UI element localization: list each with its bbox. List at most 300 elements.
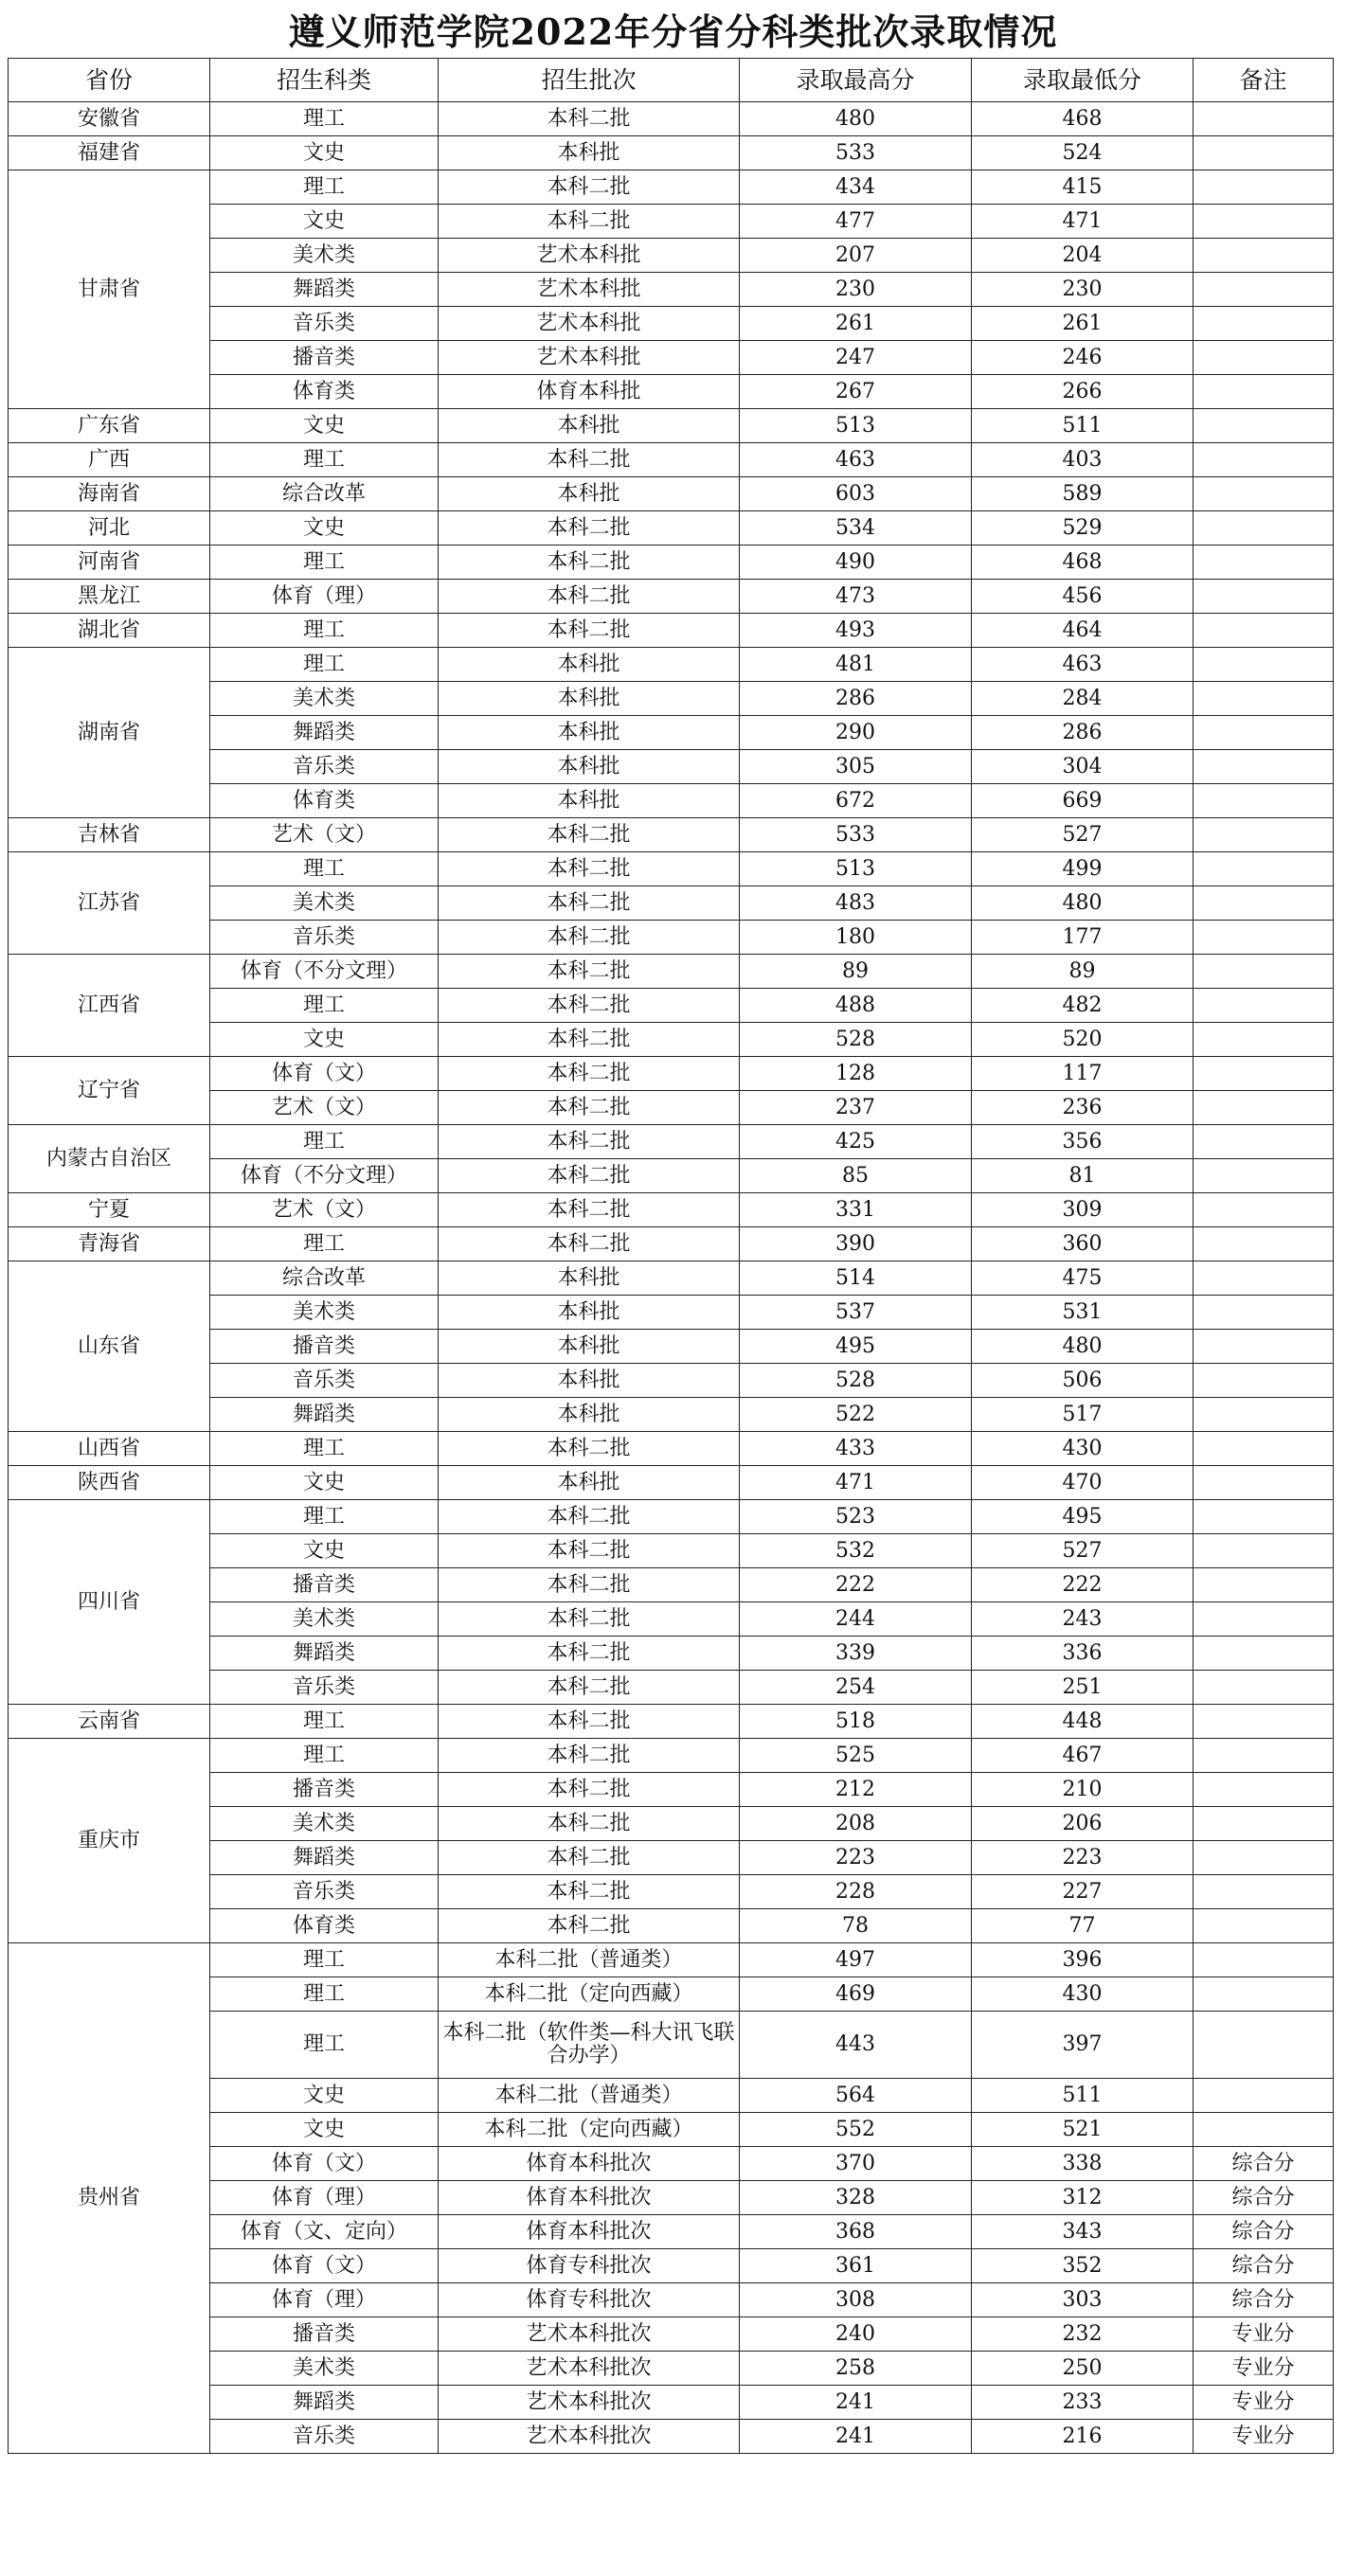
batch-cell: 体育本科批次 bbox=[439, 2147, 740, 2181]
category-cell: 体育（理） bbox=[210, 2283, 439, 2317]
table-row bbox=[9, 818, 1334, 852]
category-cell: 理工 bbox=[210, 2012, 439, 2079]
header-province: 省份 bbox=[9, 59, 210, 102]
remark-cell bbox=[1193, 375, 1334, 409]
page-title: 遵义师范学院2022年分省分科类批次录取情况 bbox=[288, 10, 1058, 53]
min-score-cell: 511 bbox=[972, 2079, 1193, 2113]
max-score-cell: 208 bbox=[740, 1807, 972, 1841]
admission-table-container bbox=[8, 58, 1333, 2454]
max-score-cell: 564 bbox=[740, 2079, 972, 2113]
province-cell: 甘肃省 bbox=[9, 170, 210, 409]
remark-cell bbox=[1193, 102, 1334, 136]
category-cell: 文史 bbox=[210, 2079, 439, 2113]
max-score-cell: 490 bbox=[740, 546, 972, 580]
max-score-cell: 525 bbox=[740, 1739, 972, 1773]
header-category: 招生科类 bbox=[210, 59, 439, 102]
category-cell: 文史 bbox=[210, 136, 439, 170]
batch-cell: 体育本科批 bbox=[439, 375, 740, 409]
category-cell: 美术类 bbox=[210, 1296, 439, 1330]
table-row bbox=[9, 1261, 1334, 1296]
min-score-cell: 206 bbox=[972, 1807, 1193, 1841]
remark-cell bbox=[1193, 886, 1334, 921]
batch-cell: 本科二批 bbox=[439, 1125, 740, 1159]
max-score-cell: 552 bbox=[740, 2113, 972, 2147]
max-score-cell: 528 bbox=[740, 1364, 972, 1398]
category-cell: 文史 bbox=[210, 2113, 439, 2147]
min-score-cell: 312 bbox=[972, 2181, 1193, 2215]
remark-cell bbox=[1193, 2079, 1334, 2113]
category-cell: 文史 bbox=[210, 409, 439, 443]
min-score-cell: 467 bbox=[972, 1739, 1193, 1773]
category-cell: 理工 bbox=[210, 102, 439, 136]
batch-cell: 本科二批 bbox=[439, 1432, 740, 1466]
remark-cell: 专业分 bbox=[1193, 2386, 1334, 2420]
min-score-cell: 227 bbox=[972, 1875, 1193, 1909]
min-score-cell: 356 bbox=[972, 1125, 1193, 1159]
batch-cell: 本科二批 bbox=[439, 955, 740, 989]
table-row bbox=[9, 1943, 1334, 1977]
batch-cell: 本科二批（定向西藏） bbox=[439, 2113, 740, 2147]
min-score-cell: 448 bbox=[972, 1705, 1193, 1739]
min-score-cell: 403 bbox=[972, 443, 1193, 477]
batch-cell: 本科二批 bbox=[439, 1909, 740, 1943]
category-cell: 音乐类 bbox=[210, 1671, 439, 1705]
max-score-cell: 488 bbox=[740, 989, 972, 1023]
min-score-cell: 343 bbox=[972, 2215, 1193, 2249]
province-cell: 河南省 bbox=[9, 546, 210, 580]
category-cell: 理工 bbox=[210, 1432, 439, 1466]
category-cell: 文史 bbox=[210, 1534, 439, 1568]
category-cell: 理工 bbox=[210, 1227, 439, 1261]
table-row bbox=[9, 648, 1334, 682]
batch-cell: 艺术本科批次 bbox=[439, 2420, 740, 2454]
remark-cell bbox=[1193, 1227, 1334, 1261]
batch-cell: 艺术本科批次 bbox=[439, 2352, 740, 2386]
category-cell: 理工 bbox=[210, 1500, 439, 1534]
max-score-cell: 89 bbox=[740, 955, 972, 989]
min-score-cell: 470 bbox=[972, 1466, 1193, 1500]
max-score-cell: 534 bbox=[740, 511, 972, 546]
min-score-cell: 397 bbox=[972, 2012, 1193, 2079]
table-row bbox=[9, 1227, 1334, 1261]
remark-cell bbox=[1193, 136, 1334, 170]
remark-cell bbox=[1193, 1432, 1334, 1466]
min-score-cell: 521 bbox=[972, 2113, 1193, 2147]
remark-cell bbox=[1193, 1807, 1334, 1841]
remark-cell bbox=[1193, 1091, 1334, 1125]
batch-cell: 本科二批 bbox=[439, 1841, 740, 1875]
remark-cell bbox=[1193, 1125, 1334, 1159]
min-score-cell: 284 bbox=[972, 682, 1193, 716]
category-cell: 音乐类 bbox=[210, 307, 439, 341]
min-score-cell: 230 bbox=[972, 273, 1193, 307]
category-cell: 舞蹈类 bbox=[210, 1841, 439, 1875]
table-body bbox=[9, 102, 1334, 2454]
max-score-cell: 207 bbox=[740, 239, 972, 273]
max-score-cell: 85 bbox=[740, 1159, 972, 1193]
category-cell: 美术类 bbox=[210, 1602, 439, 1637]
province-cell: 湖北省 bbox=[9, 614, 210, 648]
category-cell: 体育类 bbox=[210, 1909, 439, 1943]
batch-cell: 本科二批 bbox=[439, 886, 740, 921]
max-score-cell: 241 bbox=[740, 2386, 972, 2420]
min-score-cell: 251 bbox=[972, 1671, 1193, 1705]
remark-cell bbox=[1193, 989, 1334, 1023]
min-score-cell: 222 bbox=[972, 1568, 1193, 1602]
max-score-cell: 497 bbox=[740, 1943, 972, 1977]
batch-cell: 本科二批 bbox=[439, 511, 740, 546]
min-score-cell: 468 bbox=[972, 102, 1193, 136]
max-score-cell: 463 bbox=[740, 443, 972, 477]
max-score-cell: 425 bbox=[740, 1125, 972, 1159]
batch-cell: 本科二批 bbox=[439, 1091, 740, 1125]
category-cell: 理工 bbox=[210, 614, 439, 648]
batch-cell: 本科二批 bbox=[439, 1773, 740, 1807]
batch-cell: 本科二批（软件类—科大讯飞联合办学） bbox=[439, 2012, 740, 2079]
remark-cell bbox=[1193, 443, 1334, 477]
min-score-cell: 464 bbox=[972, 614, 1193, 648]
batch-cell: 本科二批 bbox=[439, 1637, 740, 1671]
province-cell: 福建省 bbox=[9, 136, 210, 170]
min-score-cell: 338 bbox=[972, 2147, 1193, 2181]
province-cell: 宁夏 bbox=[9, 1193, 210, 1227]
remark-cell bbox=[1193, 784, 1334, 818]
category-cell: 综合改革 bbox=[210, 1261, 439, 1296]
min-score-cell: 529 bbox=[972, 511, 1193, 546]
category-cell: 美术类 bbox=[210, 682, 439, 716]
min-score-cell: 506 bbox=[972, 1364, 1193, 1398]
batch-cell: 本科二批 bbox=[439, 1807, 740, 1841]
province-cell: 江西省 bbox=[9, 955, 210, 1057]
batch-cell: 本科二批（普通类） bbox=[439, 2079, 740, 2113]
max-score-cell: 331 bbox=[740, 1193, 972, 1227]
category-cell: 体育类 bbox=[210, 784, 439, 818]
min-score-cell: 117 bbox=[972, 1057, 1193, 1091]
batch-cell: 本科二批 bbox=[439, 1671, 740, 1705]
province-cell: 山西省 bbox=[9, 1432, 210, 1466]
min-score-cell: 286 bbox=[972, 716, 1193, 750]
remark-cell: 综合分 bbox=[1193, 2249, 1334, 2283]
category-cell: 理工 bbox=[210, 1977, 439, 2012]
category-cell: 理工 bbox=[210, 648, 439, 682]
min-score-cell: 233 bbox=[972, 2386, 1193, 2420]
max-score-cell: 241 bbox=[740, 2420, 972, 2454]
min-score-cell: 495 bbox=[972, 1500, 1193, 1534]
min-score-cell: 304 bbox=[972, 750, 1193, 784]
category-cell: 音乐类 bbox=[210, 2420, 439, 2454]
remark-cell: 综合分 bbox=[1193, 2147, 1334, 2181]
remark-cell bbox=[1193, 1296, 1334, 1330]
remark-cell bbox=[1193, 239, 1334, 273]
batch-cell: 本科批 bbox=[439, 648, 740, 682]
category-cell: 理工 bbox=[210, 1705, 439, 1739]
batch-cell: 艺术本科批 bbox=[439, 239, 740, 273]
remark-cell bbox=[1193, 409, 1334, 443]
batch-cell: 本科二批 bbox=[439, 921, 740, 955]
remark-cell: 综合分 bbox=[1193, 2181, 1334, 2215]
max-score-cell: 223 bbox=[740, 1841, 972, 1875]
remark-cell bbox=[1193, 682, 1334, 716]
max-score-cell: 513 bbox=[740, 852, 972, 886]
min-score-cell: 524 bbox=[972, 136, 1193, 170]
batch-cell: 本科二批 bbox=[439, 205, 740, 239]
min-score-cell: 250 bbox=[972, 2352, 1193, 2386]
max-score-cell: 212 bbox=[740, 1773, 972, 1807]
min-score-cell: 89 bbox=[972, 955, 1193, 989]
min-score-cell: 77 bbox=[972, 1909, 1193, 1943]
remark-cell bbox=[1193, 546, 1334, 580]
category-cell: 文史 bbox=[210, 1023, 439, 1057]
min-score-cell: 480 bbox=[972, 1330, 1193, 1364]
min-score-cell: 336 bbox=[972, 1637, 1193, 1671]
max-score-cell: 480 bbox=[740, 102, 972, 136]
remark-cell bbox=[1193, 716, 1334, 750]
table-row bbox=[9, 477, 1334, 511]
max-score-cell: 222 bbox=[740, 1568, 972, 1602]
remark-cell bbox=[1193, 1773, 1334, 1807]
category-cell: 理工 bbox=[210, 443, 439, 477]
min-score-cell: 527 bbox=[972, 1534, 1193, 1568]
category-cell: 播音类 bbox=[210, 2317, 439, 2352]
max-score-cell: 672 bbox=[740, 784, 972, 818]
remark-cell bbox=[1193, 1671, 1334, 1705]
batch-cell: 本科二批 bbox=[439, 546, 740, 580]
min-score-cell: 531 bbox=[972, 1296, 1193, 1330]
remark-cell bbox=[1193, 2012, 1334, 2079]
batch-cell: 艺术本科批 bbox=[439, 307, 740, 341]
remark-cell bbox=[1193, 1943, 1334, 1977]
max-score-cell: 261 bbox=[740, 307, 972, 341]
batch-cell: 本科二批 bbox=[439, 1057, 740, 1091]
remark-cell bbox=[1193, 1398, 1334, 1432]
category-cell: 音乐类 bbox=[210, 1875, 439, 1909]
table-row bbox=[9, 511, 1334, 546]
category-cell: 播音类 bbox=[210, 341, 439, 375]
province-cell: 山东省 bbox=[9, 1261, 210, 1432]
table-row bbox=[9, 409, 1334, 443]
max-score-cell: 267 bbox=[740, 375, 972, 409]
batch-cell: 本科二批 bbox=[439, 1159, 740, 1193]
category-cell: 理工 bbox=[210, 989, 439, 1023]
category-cell: 音乐类 bbox=[210, 1364, 439, 1398]
table-row bbox=[9, 136, 1334, 170]
batch-cell: 艺术本科批次 bbox=[439, 2386, 740, 2420]
max-score-cell: 308 bbox=[740, 2283, 972, 2317]
category-cell: 文史 bbox=[210, 511, 439, 546]
min-score-cell: 471 bbox=[972, 205, 1193, 239]
province-cell: 安徽省 bbox=[9, 102, 210, 136]
batch-cell: 本科二批 bbox=[439, 989, 740, 1023]
province-cell: 重庆市 bbox=[9, 1739, 210, 1943]
header-batch: 招生批次 bbox=[439, 59, 740, 102]
batch-cell: 本科二批（定向西藏） bbox=[439, 1977, 740, 2012]
header-max-score: 录取最高分 bbox=[740, 59, 972, 102]
remark-cell bbox=[1193, 648, 1334, 682]
category-cell: 舞蹈类 bbox=[210, 273, 439, 307]
min-score-cell: 415 bbox=[972, 170, 1193, 205]
batch-cell: 本科二批 bbox=[439, 102, 740, 136]
min-score-cell: 210 bbox=[972, 1773, 1193, 1807]
batch-cell: 本科二批 bbox=[439, 614, 740, 648]
min-score-cell: 520 bbox=[972, 1023, 1193, 1057]
category-cell: 舞蹈类 bbox=[210, 1637, 439, 1671]
max-score-cell: 477 bbox=[740, 205, 972, 239]
remark-cell bbox=[1193, 511, 1334, 546]
table-row bbox=[9, 546, 1334, 580]
min-score-cell: 303 bbox=[972, 2283, 1193, 2317]
batch-cell: 艺术本科批次 bbox=[439, 2317, 740, 2352]
category-cell: 体育类 bbox=[210, 375, 439, 409]
remark-cell bbox=[1193, 852, 1334, 886]
max-score-cell: 514 bbox=[740, 1261, 972, 1296]
min-score-cell: 669 bbox=[972, 784, 1193, 818]
batch-cell: 本科二批 bbox=[439, 1739, 740, 1773]
max-score-cell: 522 bbox=[740, 1398, 972, 1432]
batch-cell: 本科批 bbox=[439, 1261, 740, 1296]
remark-cell bbox=[1193, 307, 1334, 341]
min-score-cell: 223 bbox=[972, 1841, 1193, 1875]
max-score-cell: 518 bbox=[740, 1705, 972, 1739]
table-row bbox=[9, 1057, 1334, 1091]
table-row bbox=[9, 614, 1334, 648]
max-score-cell: 473 bbox=[740, 580, 972, 614]
admission-table bbox=[8, 58, 1334, 2454]
category-cell: 体育（不分文理） bbox=[210, 955, 439, 989]
remark-cell bbox=[1193, 1330, 1334, 1364]
province-cell: 江苏省 bbox=[9, 852, 210, 955]
min-score-cell: 266 bbox=[972, 375, 1193, 409]
batch-cell: 本科二批 bbox=[439, 1568, 740, 1602]
batch-cell: 体育专科批次 bbox=[439, 2283, 740, 2317]
table-row bbox=[9, 955, 1334, 989]
category-cell: 理工 bbox=[210, 1943, 439, 1977]
min-score-cell: 360 bbox=[972, 1227, 1193, 1261]
min-score-cell: 589 bbox=[972, 477, 1193, 511]
max-score-cell: 537 bbox=[740, 1296, 972, 1330]
batch-cell: 本科批 bbox=[439, 784, 740, 818]
remark-cell: 专业分 bbox=[1193, 2352, 1334, 2386]
table-row bbox=[9, 1466, 1334, 1500]
category-cell: 理工 bbox=[210, 170, 439, 205]
batch-cell: 体育本科批次 bbox=[439, 2215, 740, 2249]
remark-cell bbox=[1193, 1466, 1334, 1500]
min-score-cell: 246 bbox=[972, 341, 1193, 375]
batch-cell: 本科二批 bbox=[439, 1227, 740, 1261]
max-score-cell: 495 bbox=[740, 1330, 972, 1364]
table-row bbox=[9, 580, 1334, 614]
category-cell: 体育（文） bbox=[210, 2147, 439, 2181]
province-cell: 四川省 bbox=[9, 1500, 210, 1705]
max-score-cell: 180 bbox=[740, 921, 972, 955]
batch-cell: 本科二批 bbox=[439, 1500, 740, 1534]
remark-cell bbox=[1193, 1500, 1334, 1534]
max-score-cell: 513 bbox=[740, 409, 972, 443]
remark-cell bbox=[1193, 205, 1334, 239]
category-cell: 舞蹈类 bbox=[210, 2386, 439, 2420]
batch-cell: 本科二批 bbox=[439, 580, 740, 614]
remark-cell bbox=[1193, 341, 1334, 375]
remark-cell bbox=[1193, 750, 1334, 784]
max-score-cell: 370 bbox=[740, 2147, 972, 2181]
remark-cell bbox=[1193, 818, 1334, 852]
remark-cell: 专业分 bbox=[1193, 2420, 1334, 2454]
max-score-cell: 368 bbox=[740, 2215, 972, 2249]
province-cell: 青海省 bbox=[9, 1227, 210, 1261]
batch-cell: 本科二批（普通类） bbox=[439, 1943, 740, 1977]
batch-cell: 本科二批 bbox=[439, 1705, 740, 1739]
batch-cell: 艺术本科批 bbox=[439, 341, 740, 375]
max-score-cell: 533 bbox=[740, 136, 972, 170]
max-score-cell: 523 bbox=[740, 1500, 972, 1534]
remark-cell: 综合分 bbox=[1193, 2283, 1334, 2317]
category-cell: 体育（理） bbox=[210, 580, 439, 614]
province-cell: 吉林省 bbox=[9, 818, 210, 852]
min-score-cell: 309 bbox=[972, 1193, 1193, 1227]
remark-cell bbox=[1193, 955, 1334, 989]
header-remark: 备注 bbox=[1193, 59, 1334, 102]
category-cell: 美术类 bbox=[210, 1807, 439, 1841]
remark-cell: 综合分 bbox=[1193, 2215, 1334, 2249]
category-cell: 艺术（文） bbox=[210, 1091, 439, 1125]
min-score-cell: 204 bbox=[972, 239, 1193, 273]
batch-cell: 本科批 bbox=[439, 1364, 740, 1398]
max-score-cell: 603 bbox=[740, 477, 972, 511]
max-score-cell: 433 bbox=[740, 1432, 972, 1466]
batch-cell: 本科二批 bbox=[439, 852, 740, 886]
province-cell: 黑龙江 bbox=[9, 580, 210, 614]
table-row bbox=[9, 1193, 1334, 1227]
table-row bbox=[9, 1125, 1334, 1159]
min-score-cell: 216 bbox=[972, 2420, 1193, 2454]
category-cell: 美术类 bbox=[210, 239, 439, 273]
remark-cell bbox=[1193, 1909, 1334, 1943]
max-score-cell: 254 bbox=[740, 1671, 972, 1705]
category-cell: 体育（文） bbox=[210, 1057, 439, 1091]
max-score-cell: 361 bbox=[740, 2249, 972, 2283]
category-cell: 体育（不分文理） bbox=[210, 1159, 439, 1193]
category-cell: 艺术（文） bbox=[210, 818, 439, 852]
batch-cell: 本科批 bbox=[439, 409, 740, 443]
remark-cell bbox=[1193, 1568, 1334, 1602]
max-score-cell: 237 bbox=[740, 1091, 972, 1125]
min-score-cell: 499 bbox=[972, 852, 1193, 886]
max-score-cell: 528 bbox=[740, 1023, 972, 1057]
max-score-cell: 471 bbox=[740, 1466, 972, 1500]
table-header-row bbox=[9, 59, 1334, 102]
batch-cell: 体育本科批次 bbox=[439, 2181, 740, 2215]
category-cell: 播音类 bbox=[210, 1330, 439, 1364]
category-cell: 体育（文） bbox=[210, 2249, 439, 2283]
category-cell: 理工 bbox=[210, 1125, 439, 1159]
province-cell: 陕西省 bbox=[9, 1466, 210, 1500]
max-score-cell: 328 bbox=[740, 2181, 972, 2215]
category-cell: 综合改革 bbox=[210, 477, 439, 511]
category-cell: 文史 bbox=[210, 1466, 439, 1500]
batch-cell: 本科二批 bbox=[439, 1875, 740, 1909]
max-score-cell: 305 bbox=[740, 750, 972, 784]
batch-cell: 本科批 bbox=[439, 1330, 740, 1364]
remark-cell bbox=[1193, 273, 1334, 307]
table-row bbox=[9, 1705, 1334, 1739]
max-score-cell: 78 bbox=[740, 1909, 972, 1943]
remark-cell bbox=[1193, 580, 1334, 614]
category-cell: 音乐类 bbox=[210, 921, 439, 955]
remark-cell bbox=[1193, 1977, 1334, 2012]
remark-cell bbox=[1193, 2113, 1334, 2147]
category-cell: 艺术（文） bbox=[210, 1193, 439, 1227]
min-score-cell: 81 bbox=[972, 1159, 1193, 1193]
remark-cell: 专业分 bbox=[1193, 2317, 1334, 2352]
